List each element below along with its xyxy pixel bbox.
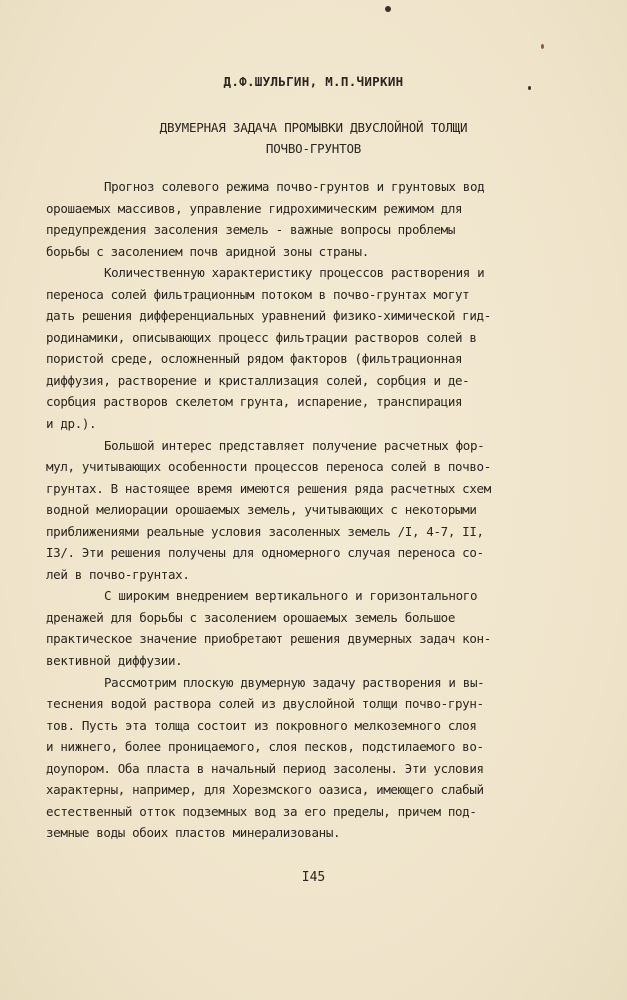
authors: Д.Ф.ШУЛЬГИН, М.П.ЧИРКИН xyxy=(223,74,404,89)
page-number: I45 xyxy=(301,870,326,885)
title-line: ПОЧВО-ГРУНТОВ xyxy=(265,141,362,156)
title-line: ДВУМЕРНАЯ ЗАДАЧА ПРОМЫВКИ ДВУСЛОЙНОЙ ТОЛЩИ xyxy=(159,120,468,135)
body-line: приближениями реальные условия засоленных земель /I, 4-7, II, xyxy=(46,523,484,539)
ink-speck xyxy=(385,6,391,12)
body-line: земные воды обоих пластов минерализованы. xyxy=(46,825,341,841)
body-line: родинамики, описывающих процесс фильтрации растворов солей в xyxy=(46,329,477,345)
body-line: дать решения дифференциальных уравнений физико-химической гид- xyxy=(46,308,491,324)
body-line: С широким внедрением вертикального и горизонтального xyxy=(104,588,478,604)
body-line: сорбция растворов скелетом грунта, испарение, транспирация xyxy=(46,394,463,410)
body-line: и др.). xyxy=(46,416,97,432)
body-line: Количественную характеристику процессов растворения и xyxy=(104,265,485,281)
body-line: доупором. Оба пласта в начальный период засолены. Эти условия xyxy=(46,760,484,776)
body-line: водной мелиорации орошаемых земель, учитывающих с некоторыми xyxy=(46,502,477,518)
body-line: I3/. Эти решения получены для одномерного случая переноса со- xyxy=(46,545,484,561)
body-line: характерны, например, для Хорезмского оазиса, имеющего слабый xyxy=(46,782,484,798)
body-line: переноса солей фильтрационным потоком в почво-грунтах могут xyxy=(46,286,470,302)
body-line: мул, учитывающих особенности процессов переноса солей в почво- xyxy=(46,459,491,475)
body-line: Рассмотрим плоскую двумерную задачу растворения и вы- xyxy=(104,674,485,690)
body-line: борьбы с засолением почв аридной зоны страны. xyxy=(46,243,369,259)
body-line: диффузия, растворение и кристаллизация солей, сорбция и де- xyxy=(46,372,470,388)
body-line: тов. Пусть эта толща состоит из покровного мелкоземного слоя xyxy=(46,717,477,733)
body-line: дренажей для борьбы с засолением орошаемых земель большое xyxy=(46,609,456,625)
body-line: орошаемых массивов, управление гидрохимическим режимом для xyxy=(46,200,463,216)
body-line: предупреждения засоления земель - важные вопросы проблемы xyxy=(46,222,456,238)
body-line: вективной диффузии. xyxy=(46,653,183,669)
body-line: практическое значение приобретают решения двумерных задач кон- xyxy=(46,631,491,647)
body-line: и нижнего, более проницаемого, слоя песков, подстилаемого во- xyxy=(46,739,484,755)
body-line: пористой среде, осложненный рядом факторов (фильтрационная xyxy=(46,351,463,367)
body-line: естественный отток подземных вод за его пределы, причем под- xyxy=(46,803,477,819)
body-line: теснения водой раствора солей из двуслойной толщи почво-грун- xyxy=(46,696,484,712)
body-line: Большой интерес представляет получение расчетных фор- xyxy=(104,437,485,453)
body-line: грунтах. В настоящее время имеются решения ряда расчетных схем xyxy=(46,480,491,496)
ink-speck xyxy=(541,44,544,49)
body-line: Прогноз солевого режима почво-грунтов и грунтовых вод xyxy=(104,179,485,194)
body-line: лей в почво-грунтах. xyxy=(46,566,190,582)
article-body xyxy=(46,176,586,844)
article-title xyxy=(0,117,627,159)
